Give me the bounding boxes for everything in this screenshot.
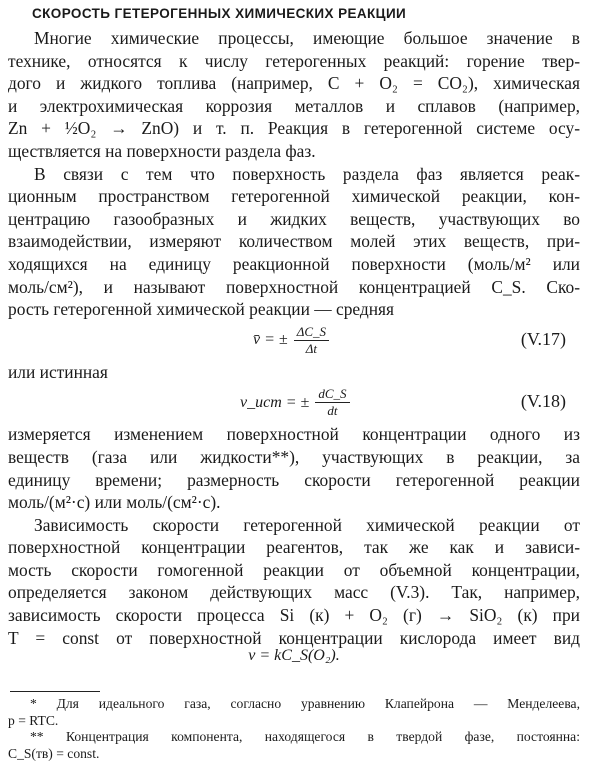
text-line: Многие химические процессы, имеющие большое значение в [34,28,580,48]
footnote-line: ** Концентрация компонента, находящегося в твердой фазе, постоянна: [30,729,580,745]
fraction-denominator: dt [327,403,338,419]
formula-lhs: v̄ = ± [253,331,288,349]
text-line: или истинная [8,361,108,382]
footnote-line: C_S(тв) = const. [8,745,100,761]
formula-fraction [294,325,329,356]
formula-surface-rate: v = kC_S(O₂). [248,647,340,665]
footnotes [8,696,580,762]
formula-fraction [315,387,349,418]
text-line: ходящихся на единицу реакционной поверхности (моль/м² или [8,253,580,274]
text-line: В связи с тем что поверхность раздела фаз является реак- [34,163,580,184]
text-line: Zn + ½O₂ → ZnO) и т. п. Реакция в гетерогенной системе осу- [8,118,580,139]
text-line: измеряется изменением поверхностной концентрации одного из [8,424,580,445]
paragraph-2 [8,163,580,321]
or-line [8,361,580,384]
footnote-divider [10,691,100,692]
fraction-numerator: ΔC_S [294,325,329,341]
text-line: ществляется на поверхности раздела фаз. [8,140,316,161]
text-line: ционным пространством гетерогенной химической реакции, кон- [8,186,580,207]
fraction-denominator: Δt [305,340,317,356]
text-line: и электрохимическая коррозия металлов и сплавов (например, [8,95,580,116]
text-line: дого и жидкого топлива (например, C + O₂ = CO₂), химическая [8,73,580,94]
formula-expression [240,387,350,418]
equation-number: (V.18) [520,391,566,412]
text-line: зависимость скорости процесса Si (к) + O₂ (г) → SiO₂ (к) при [8,605,580,626]
text-line: технике, относятся к числу гетерогенных реакций: горение твер- [8,50,580,71]
text-line: T = const от поверхностной концентрации кислорода имеет вид [8,627,580,648]
fraction-numerator: dC_S [315,387,349,403]
text-line: мость скорости гомогенной реакции от объемной концентрации, [8,559,580,580]
formula-expression [253,325,329,356]
text-line: определяется законом действующих масс (V.3). Так, например, [8,582,580,603]
footnote-line: * Для идеального газа, согласно уравнению Клапейрона — Менделеева, [30,696,580,712]
text-line: Зависимость скорости гетерогенной химической реакции от [34,514,580,535]
text-line: поверхностной концентрации реагентов, так же как и зависи- [8,537,580,558]
text-line: веществ (газа или жидкости**), участвующих в реакции, за [8,446,580,467]
text-line: единицу времени; размерность скорости гетерогенной реакции [8,469,580,490]
text-line: моль/см²), и называют поверхностной концентрацией C_S. Ско- [8,276,580,297]
text-line: моль/(м²·с) или моль/(см²·с). [8,492,221,513]
text-line: взаимодействии, измеряют количеством молей этих веществ, при- [8,231,580,252]
equation-number: (V.17) [520,328,566,349]
formula-v17 [8,321,580,361]
paragraph-3 [8,423,580,513]
formula-lhs: v_ист = ± [240,393,310,411]
formula-v18 [8,383,580,423]
text-line: рость гетерогенной химической реакции — средняя [8,299,395,320]
paragraph-4 [8,514,580,650]
paragraph-1 [8,27,580,163]
footnote-line: p = RTC. [8,712,59,728]
text-line: центрацию газообразных и жидких веществ, участвующих во [8,208,580,229]
section-title: СКОРОСТЬ ГЕТЕРОГЕННЫХ ХИМИЧЕСКИХ РЕАКЦИИ [32,6,407,21]
